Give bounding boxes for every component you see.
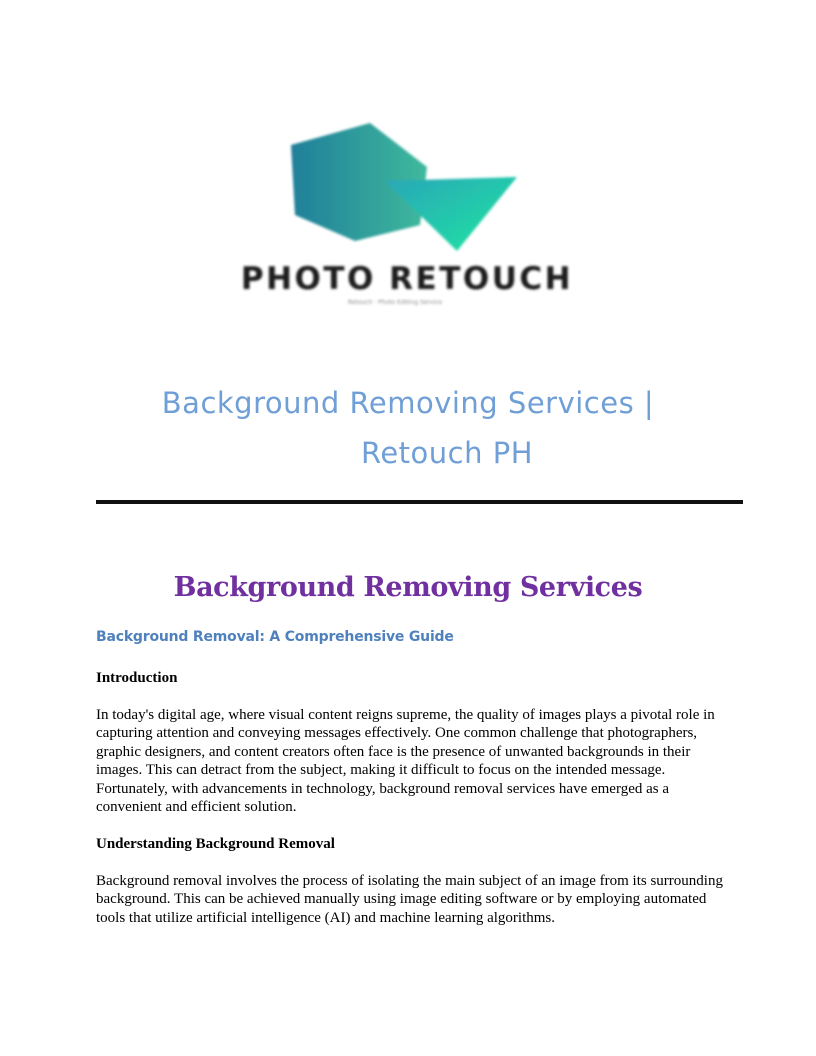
section-body-understanding: Background removal involves the process of isolating the main subject of an image from its surrounding background. This can be achieved manually using image editing software or by employing automated tools that utilize artificial intelligence (AI) and machine learning algorithms. — [96, 873, 723, 926]
logo-wordmark: PHOTO RETOUCH — [240, 261, 574, 297]
logo-graphic — [205, 115, 610, 315]
photo-retouch-logo — [205, 115, 610, 315]
logo-tagline: Retouch · Photo Editing Service — [347, 299, 443, 306]
section-body-introduction: In today's digital age, where visual content reigns supreme, the quality of images plays a pivotal role in capturing attention and conveying messages effectively. One common challenge that photographers, graphic designers, and content creators often face is the presence of unwanted backgrounds in their images. This can detract from the subject, making it difficult to focus on the intended message. Fortunately, with advancements in technology, background removal services have emerged as a convenient and efficient solution. — [96, 707, 715, 816]
section-heading-understanding: Understanding Background Removal — [96, 836, 335, 852]
document-title-line-1: Background Removing Services | — [161, 386, 655, 420]
article-subheading: Background Removal: A Comprehensive Guide — [96, 629, 454, 645]
article-headline: Background Removing Services — [173, 572, 643, 603]
document-title — [96, 378, 720, 478]
section-heading-introduction: Introduction — [96, 670, 178, 686]
horizontal-divider — [96, 500, 743, 504]
document-title-line-2: Retouch PH — [360, 436, 534, 470]
